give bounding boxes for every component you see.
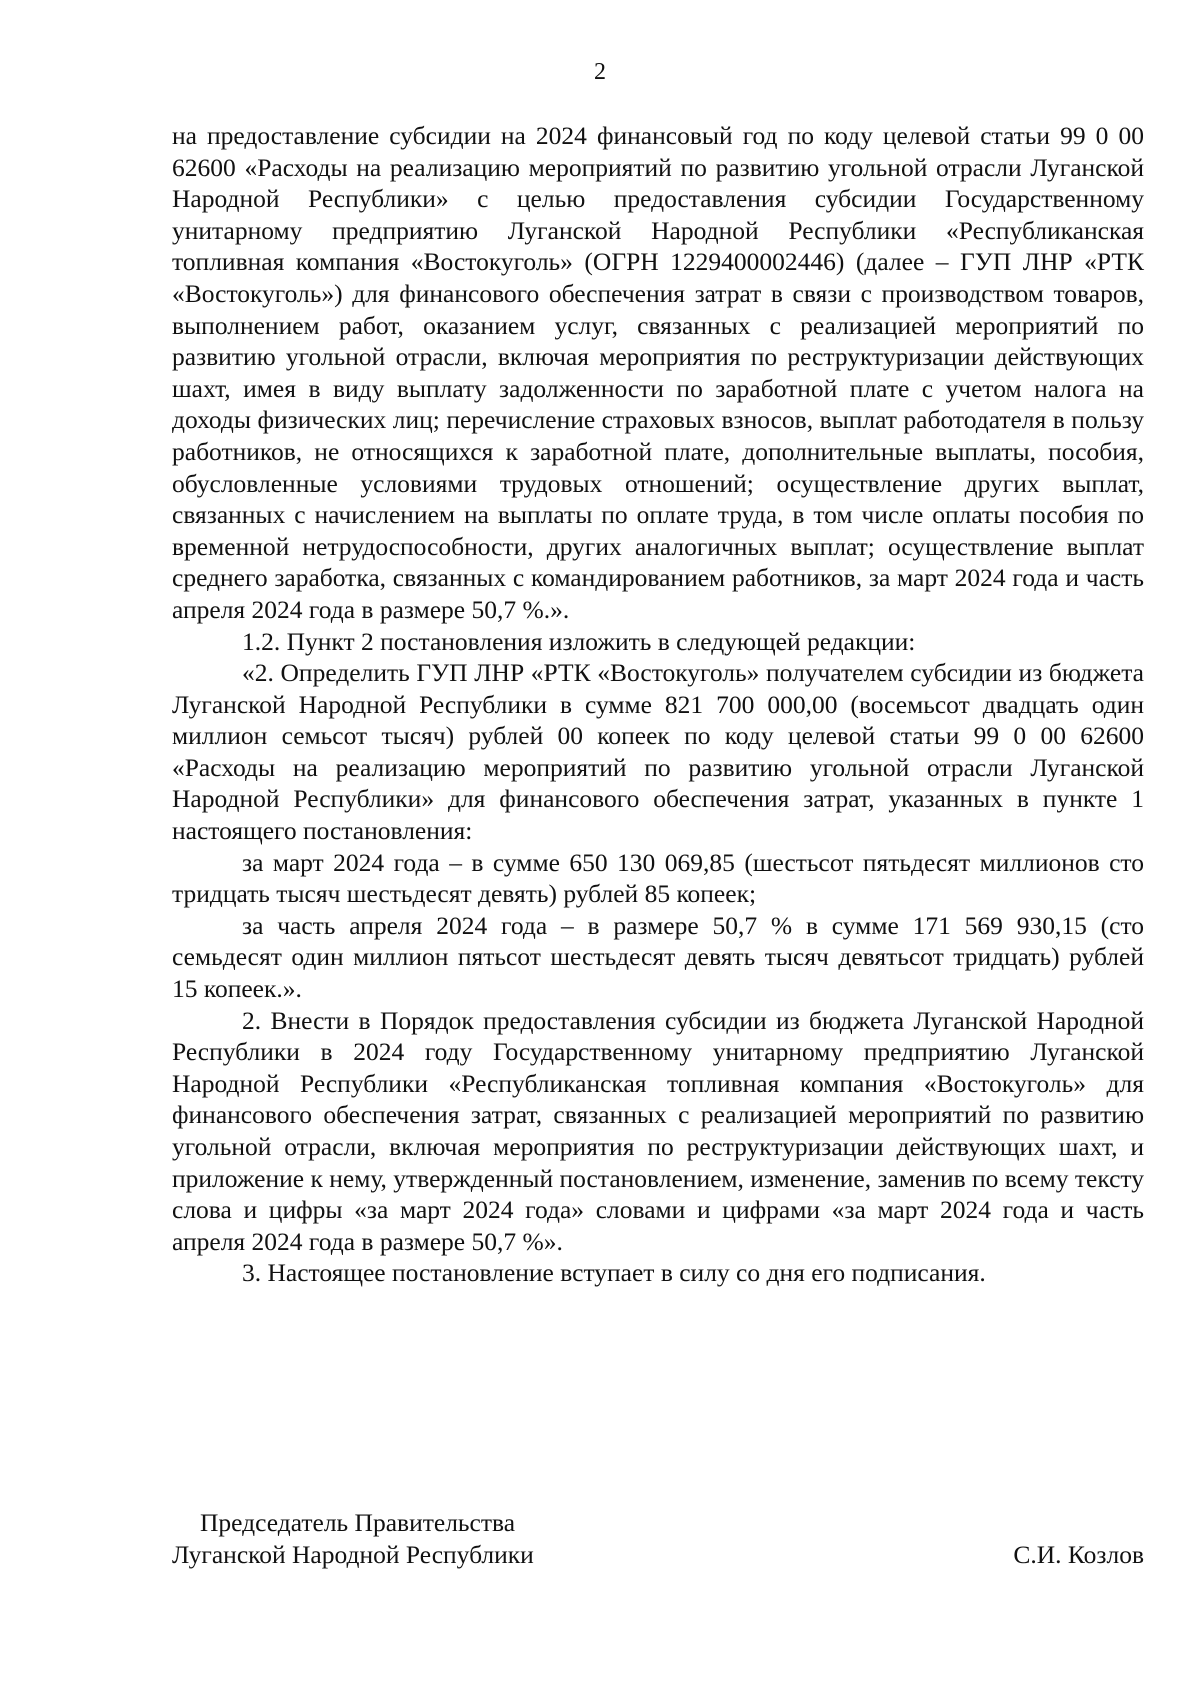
document-body: [172, 120, 1144, 1289]
signer-position-line2: Луганской Народной Республики: [172, 1539, 534, 1569]
paragraph-april: за часть апреля 2024 года – в размере 50,7 % в сумме 171 569 930,15 (сто семьдесят один миллион пятьсот шестьдесят девять тысяч девятьсот тридцать) рублей 15 копеек.».: [172, 910, 1144, 1004]
page-number: 2: [594, 59, 606, 85]
signature-block: [172, 1507, 1144, 1570]
signer-position-line1: Председатель Правительства: [200, 1508, 516, 1537]
paragraph-3: 3. Настоящее постановление вступает в силу со дня его подписания.: [242, 1258, 986, 1288]
paragraph-march: за март 2024 года – в сумме 650 130 069,85 (шестьсот пятьдесят миллионов сто тридцать тысяч шестьдесят девять) рублей 85 копеек;: [172, 847, 1144, 909]
paragraph-2: 2. Внести в Порядок предоставления субсидии из бюджета Луганской Народной Республики в 2024 году Государственному унитарному предприятию Луганской Народной Республики «Республиканская топливная компания «Востокуголь» для финансового обеспечения затрат, связанных с реализацией мероприятий по развитию угольной отрасли, включая мероприятия по реструктуризации действующих шахт, и приложение к нему, утвержденный постановлением, изменение, заменив по всему тексту слова и цифры «за март 2024 года» словами и цифрами «за март 2024 года и часть апреля 2024 года в размере 50,7 %».: [172, 1005, 1144, 1256]
paragraph-continuation: на предоставление субсидии на 2024 финансовый год по коду целевой статьи 99 0 00 62600 «Расходы на реализацию мероприятий по развитию угольной отрасли Луганской Народной Республики» с целью предоставления субсидии Государственному унитарному предприятию Луганской Народной Республики «Республиканская топливная компания «Востокуголь» (ОГРН 1229400002446) (далее – ГУП ЛНР «РТК «Востокуголь») для финансового обеспечения затрат в связи с производством товаров, выполнением работ, оказанием услуг, связанных с реализацией мероприятий по развитию угольной отрасли, включая мероприятия по реструктуризации действующих шахт, имея в виду выплату задолженности по заработной плате с учетом налога на доходы физических лиц; перечисление страховых взносов, выплат работодателя в пользу работников, не относящихся к заработной плате, дополнительные выплаты, пособия, обусловленные условиями трудовых отношений; осуществление других выплат, связанных с начислением на выплаты по оплате труда, в том числе оплаты пособия по временной нетрудоспособности, других аналогичных выплат; осуществление выплат среднего заработка, связанных с командированием работников, за март 2024 года и часть апреля 2024 года в размере 50,7 %.».: [172, 121, 1144, 624]
paragraph-1-2: 1.2. Пункт 2 постановления изложить в следующей редакции:: [242, 626, 916, 656]
paragraph-quote-2: «2. Определить ГУП ЛНР «РТК «Востокуголь» получателем субсидии из бюджета Луганской Народной Республики в сумме 821 700 000,00 (восемьсот двадцать один миллион семьсот тысяч) рублей 00 копеек по коду целевой статьи 99 0 00 62600 «Расходы на реализацию мероприятий по развитию угольной отрасли Луганской Народной Республики» для финансового обеспечения затрат, указанных в пункте 1 настоящего постановления:: [172, 658, 1144, 846]
signer-name: С.И. Козлов: [1013, 1539, 1144, 1569]
